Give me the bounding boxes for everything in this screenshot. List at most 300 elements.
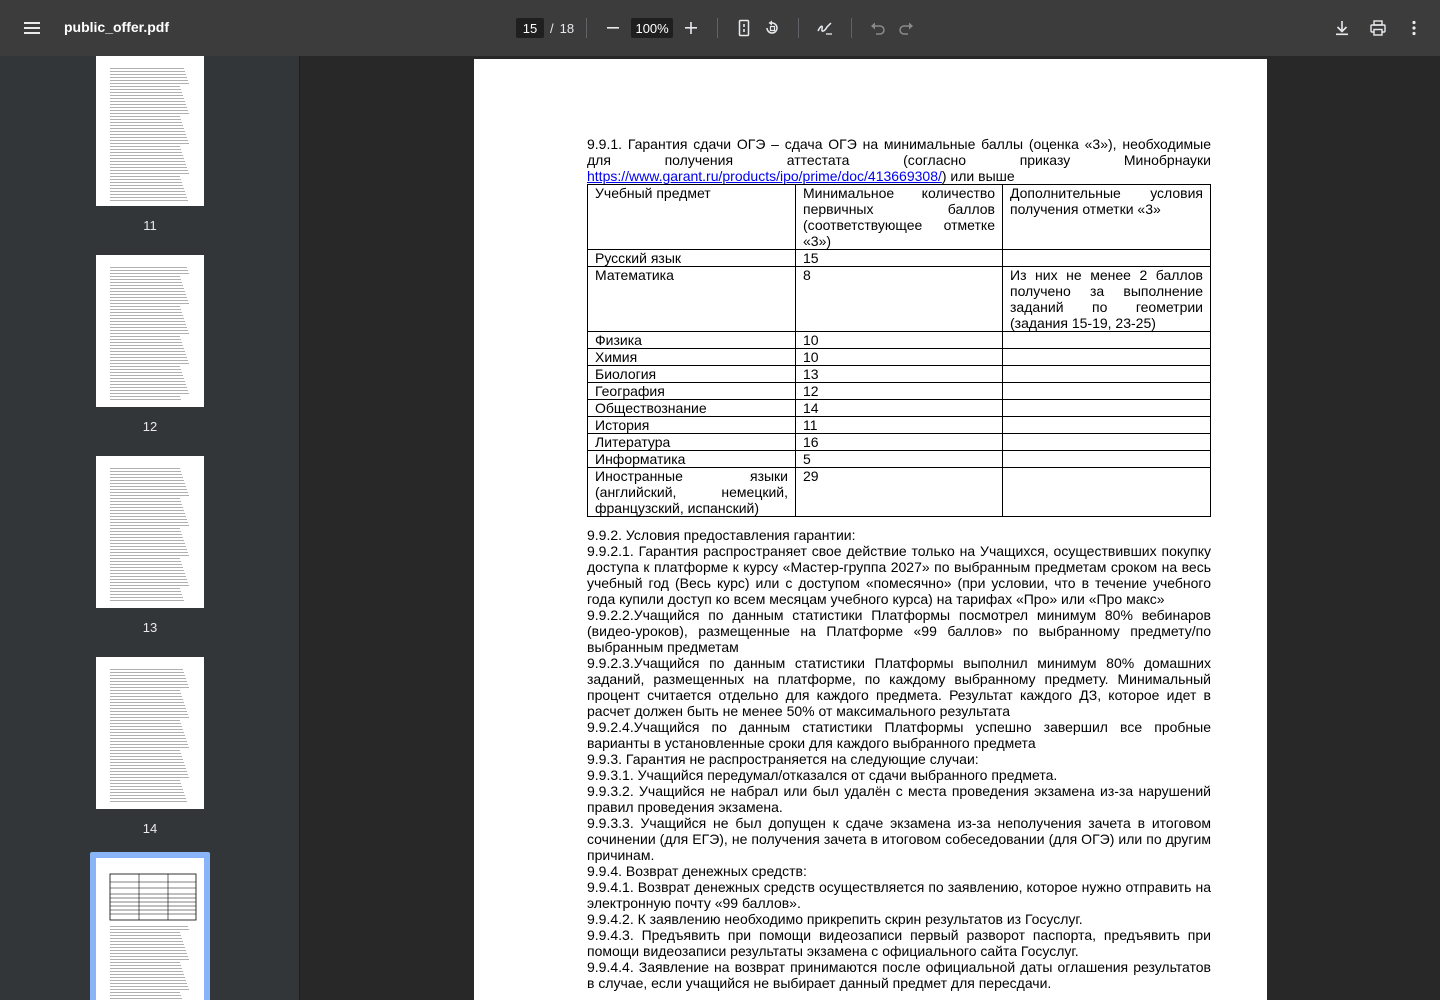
thumbnail-text-line: [110, 935, 181, 936]
thumbnail-text-line: [110, 735, 185, 736]
thumbnail-text-line: [110, 83, 189, 84]
thumbnail-text-line: [110, 792, 184, 793]
rotate-icon: [763, 19, 781, 37]
thumbnail-text-line: [110, 110, 188, 111]
garant-link[interactable]: https://www.garant.ru/products/ipo/prime/doc/413669308/: [587, 168, 942, 184]
paragraph-list: [587, 527, 1211, 991]
paragraph: 9.9.2.2.Учащийся по данным статистики Платформы посмотрел минимум 80% вебинаров (видео-уроков), размещенные на Платформе «99 баллов» по выбранному предмету/по выбранным предметам: [587, 607, 1211, 655]
thumbnail-text-line: [110, 516, 186, 517]
thumbnail-text-line: [110, 564, 182, 565]
table-cell: Русский язык: [588, 250, 796, 267]
thumbnail-page-13[interactable]: [96, 456, 204, 635]
thumbnail-text-line: [110, 348, 184, 349]
plus-icon: [682, 19, 700, 37]
table-cell: Биология: [588, 366, 796, 383]
thumbnail-text-line: [110, 143, 189, 144]
thumbnail-text-line: [110, 696, 182, 697]
thumbnail-text-line: [110, 483, 185, 484]
thumbnail-text-line: [110, 998, 182, 999]
thumbnail-text-line: [110, 185, 183, 186]
thumbnail-text-line: [110, 333, 189, 334]
thumbnail-text-line: [110, 681, 187, 682]
thumbnail-text-line: [110, 330, 188, 331]
thumbnail-text-line: [110, 194, 186, 195]
thumbnail-label: 11: [143, 218, 157, 233]
paragraph-9-9-1: [587, 136, 1211, 184]
thumbnail-text-line: [110, 747, 189, 748]
thumbnail-text-line: [110, 279, 181, 280]
paragraph: 9.9.4. Возврат денежных средств:: [587, 863, 807, 879]
thumbnail-text-line: [110, 471, 181, 472]
print-icon: [1369, 19, 1387, 37]
spacer: [587, 517, 1211, 527]
print-button[interactable]: [1364, 14, 1392, 42]
thumbnail-text-line: [110, 579, 187, 580]
table-row: [588, 250, 1211, 267]
table-cell: [1003, 332, 1211, 349]
table-row: [588, 383, 1211, 400]
thumbnail-text-line: [110, 669, 183, 670]
thumbnail-text-line: [110, 756, 182, 757]
thumbnail-text-line: [110, 977, 185, 978]
table-cell: Иностранные языки (английский, немецкий, французский, испанский): [588, 468, 796, 517]
rotate-button[interactable]: [758, 14, 786, 42]
thumbnail-text-line: [110, 771, 187, 772]
table-cell: 14: [796, 400, 1003, 417]
thumbnail-text-line: [110, 158, 184, 159]
table-header-cell: Минимальное количество первичных баллов (соответствующее отметке «3»): [796, 185, 1003, 250]
thumbnail-text-line: [110, 480, 184, 481]
thumbnail-text-line: [110, 86, 180, 87]
thumbnail-text-line: [110, 974, 184, 975]
thumbnail-text-line: [110, 188, 184, 189]
thumbnail-image: [96, 858, 204, 1000]
paragraph: 9.9.2.3.Учащийся по данным статистики Платформы выполнил минимум 80% домашних заданий, размещенных на платформе, по каждому выбранному предмету. Минимальный процент считается отдельно для каждого предмета. Результат каждого ДЗ, которое идет в расчет должен быть не менее 50% от максимального результата: [587, 655, 1211, 719]
thumbnail-text-line: [110, 303, 189, 304]
thumbnail-text-line: [110, 489, 187, 490]
table-row: [588, 451, 1211, 468]
thumbnail-text-line: [110, 741, 187, 742]
thumbnail-text-line: [110, 339, 181, 340]
thumbnail-text-line: [110, 191, 185, 192]
thumbnail-text-line: [110, 965, 181, 966]
file-title: public_offer.pdf: [64, 19, 169, 35]
thumbnail-text-line: [110, 378, 184, 379]
table-cell: История: [588, 417, 796, 434]
thumbnail-text-line: [110, 107, 187, 108]
thumbnail-text-line: [110, 780, 180, 781]
thumbnail-text-line: [110, 786, 182, 787]
annotate-icon: [816, 19, 834, 37]
thumbnail-text-line: [110, 573, 185, 574]
thumbnail-text-line: [110, 173, 189, 174]
thumbnail-text-line: [110, 750, 180, 751]
thumbnail-text-line: [110, 312, 182, 313]
thumbnail-text-line: [110, 351, 185, 352]
table-row: [588, 349, 1211, 366]
thumbnail-text-line: [110, 795, 185, 796]
thumbnail-text-line: [110, 179, 181, 180]
thumbnail-text-line: [110, 390, 188, 391]
redo-button[interactable]: [892, 14, 920, 42]
thumbnail-text-line: [110, 372, 182, 373]
thumbnail-text-line: [110, 926, 188, 927]
thumbnail-text-line: [110, 711, 187, 712]
table-cell: 13: [796, 366, 1003, 383]
thumbnail-text-line: [110, 777, 189, 778]
table-cell: 5: [796, 451, 1003, 468]
thumbnail-text-line: [110, 122, 182, 123]
thumbnail-text-line: [110, 708, 186, 709]
thumbnail-text-line: [110, 369, 181, 370]
thumbnail-text-line: [110, 732, 184, 733]
thumbnail-text-line: [110, 354, 186, 355]
thumbnail-text-line: [110, 992, 180, 993]
table-row: [588, 366, 1211, 383]
thumbnail-text-line: [110, 783, 181, 784]
thumbnail-text-line: [110, 714, 188, 715]
thumbnail-text-line: [110, 705, 185, 706]
table-cell: Математика: [588, 267, 796, 332]
table-cell: [1003, 349, 1211, 366]
annotate-button[interactable]: [811, 14, 839, 42]
thumbnail-text-line: [110, 555, 189, 556]
thumbnail-text-line: [110, 270, 188, 271]
zoom-input[interactable]: 100%: [631, 18, 673, 38]
thumbnail-text-line: [110, 495, 189, 496]
thumbnail-text-line: [110, 152, 182, 153]
table-row: [588, 417, 1211, 434]
thumbnail-text-line: [110, 92, 182, 93]
thumbnail-text-line: [110, 597, 183, 598]
thumbnail-text-line: [110, 504, 182, 505]
thumbnail-text-line: [110, 534, 182, 535]
thumbnail-text-line: [110, 726, 182, 727]
thumbnail-text-line: [110, 723, 181, 724]
paragraph: 9.9.3.3. Учащийся не был допущен к сдаче экзамена из-за неполучения зачета в итоговом сочинении (для ЕГЭ), не получения зачета в итоговом собеседовании (для ОГЭ) или по другим причинам.: [587, 815, 1211, 863]
thumbnail-text-line: [110, 968, 182, 969]
thumbnail-text-line: [110, 68, 184, 69]
more-vert-icon: [1405, 19, 1423, 37]
thumbnail-text-line: [110, 300, 188, 301]
thumbnail-text-line: [110, 273, 189, 274]
table-cell: 10: [796, 349, 1003, 366]
thumbnail-text-line: [110, 357, 187, 358]
thumbnail-text-line: [110, 570, 184, 571]
page-number-input[interactable]: 15: [516, 18, 544, 38]
thumbnail-text-line: [110, 950, 186, 951]
thumbnail-text-line: [110, 146, 180, 147]
thumbnail-text-line: [110, 717, 189, 718]
table-cell: Физика: [588, 332, 796, 349]
thumbnail-text-line: [110, 528, 180, 529]
thumbnail-text-line: [110, 285, 183, 286]
paragraph: 9.9.3.1. Учащийся передумал/отказался от сдачи выбранного предмета.: [587, 767, 1058, 783]
thumbnail-text-line: [110, 393, 189, 394]
thumbnail-text-line: [110, 678, 186, 679]
redo-icon: [897, 19, 915, 37]
thumbnail-text-line: [110, 98, 184, 99]
thumbnail-text-line: [110, 699, 183, 700]
thumbnail-text-line: [110, 561, 181, 562]
fit-page-icon: [735, 19, 753, 37]
thumbnail-text-line: [110, 585, 189, 586]
thumbnail-text-line: [110, 540, 184, 541]
thumbnail-text-line: [110, 510, 184, 511]
thumbnail-text-line: [110, 276, 180, 277]
thumbnail-text-line: [110, 363, 189, 364]
thumbnail-text-line: [110, 947, 185, 948]
paragraph: 9.9.4.4. Заявление на возврат принимаются после официальной даты оглашения результатов в случае, если учащийся не выбирает данный предмет для пересдачи.: [587, 959, 1211, 991]
thumbnail-text-line: [110, 492, 188, 493]
thumbnail-text-line: [110, 71, 185, 72]
table-row: [588, 332, 1211, 349]
thumbnail-text-line: [110, 507, 183, 508]
thumbnail-text-line: [110, 941, 183, 942]
thumbnail-text-line: [110, 149, 181, 150]
table-cell: [1003, 250, 1211, 267]
table-cell: 8: [796, 267, 1003, 332]
thumbnail-text-line: [110, 953, 187, 954]
thumbnail-text-line: [110, 291, 185, 292]
thumbnail-text-line: [110, 197, 187, 198]
thumbnail-text-line: [110, 306, 180, 307]
thumbnail-text-line: [110, 762, 184, 763]
thumbnail-text-line: [110, 161, 185, 162]
thumbnail-text-line: [110, 176, 180, 177]
table-cell: [1003, 451, 1211, 468]
table-cell: 16: [796, 434, 1003, 451]
thumbnail-text-line: [110, 765, 185, 766]
thumbnail-text-line: [110, 513, 185, 514]
table-cell: [1003, 468, 1211, 517]
thumbnail-text-line: [110, 101, 185, 102]
table-row: [588, 434, 1211, 451]
thumbnail-text-line: [110, 552, 188, 553]
minus-icon: [604, 19, 622, 37]
undo-icon: [869, 19, 887, 37]
divider: [798, 18, 799, 38]
table-cell: 15: [796, 250, 1003, 267]
menu-icon[interactable]: [16, 16, 48, 40]
thumbnail-text-line: [110, 336, 180, 337]
thumbnail-text-line: [110, 486, 186, 487]
thumbnail-text-line: [110, 155, 183, 156]
thumbnail-text-line: [110, 468, 180, 469]
paragraph: 9.9.2.4.Учащийся по данным статистики Платформы успешно завершил все пробные варианты в установленные сроки для каждого выбранного предмета: [587, 719, 1211, 751]
thumbnail-text-line: [110, 798, 186, 799]
thumbnail-text-line: [110, 324, 186, 325]
table-cell: 29: [796, 468, 1003, 517]
thumbnail-text-line: [110, 543, 185, 544]
table-cell: [1003, 400, 1211, 417]
thumbnail-text-line: [110, 501, 181, 502]
grades-table: [587, 184, 1211, 517]
thumbnail-text-line: [110, 929, 189, 930]
paragraph: 9.9.4.1. Возврат денежных средств осуществляется по заявлению, которое нужно отправить на электронную почту «99 баллов».: [587, 879, 1211, 911]
zoom-out-button[interactable]: [599, 14, 627, 42]
thumbnail-text-line: [110, 384, 186, 385]
thumbnail-page-14[interactable]: [96, 657, 204, 836]
paragraph: 9.9.2.1. Гарантия распространяет свое действие только на Учащихся, осуществивших покупку доступа к платформе к курсу «Мастер-группа 2027» по выбранным предметам сроком на весь учебный год (Весь курс) или с доступом «помесячно» (при условии, что в течение учебного года купили доступ ко всем месяцам учебного курса) на тарифах «Про» или «Про макс»: [587, 543, 1211, 607]
thumbnail-text-line: [110, 74, 186, 75]
table-cell: Из них не менее 2 баллов получено за выполнение заданий по геометрии (задания 15-19, 23-25): [1003, 267, 1211, 332]
thumbnail-text-line: [110, 801, 187, 802]
thumbnail-text-line: [110, 345, 183, 346]
thumbnail-image: [96, 255, 204, 407]
thumbnail-text-line: [110, 938, 182, 939]
thumbnail-text-line: [110, 588, 180, 589]
thumbnail-text-line: [110, 167, 187, 168]
thumbnail-text-line: [110, 164, 186, 165]
thumbnail-text-line: [110, 342, 182, 343]
thumbnail-text-line: [110, 140, 188, 141]
thumbnail-text-line: [110, 474, 182, 475]
thumbnail-sidebar: [0, 56, 300, 1000]
thumbnail-text-line: [110, 200, 188, 201]
document-viewer[interactable]: [301, 56, 1440, 1000]
thumbnail-text-line: [110, 294, 186, 295]
thumbnail-text-line: [110, 134, 186, 135]
thumbnail-label: 13: [142, 620, 158, 635]
page-separator: /: [550, 20, 554, 36]
thumbnail-text-line: [110, 387, 187, 388]
thumbnail-text-line: [110, 675, 185, 676]
divider: [851, 18, 852, 38]
thumbnail-text-line: [110, 288, 184, 289]
thumbnail-text-line: [110, 986, 188, 987]
thumbnail-text-line: [110, 932, 180, 933]
thumbnail-text-line: [110, 774, 188, 775]
thumbnail-text-line: [110, 80, 188, 81]
thumbnail-text-line: [110, 962, 180, 963]
table-cell: 12: [796, 383, 1003, 400]
download-button[interactable]: [1328, 14, 1356, 42]
thumbnail-text-line: [110, 684, 188, 685]
thumbnail-text-line: [110, 77, 187, 78]
thumbnail-page-11[interactable]: [96, 56, 204, 233]
paragraph: 9.9.3.2. Учащийся не набрал или был удалён с места проведения экзамена из-за нарушений правил проведения экзамена.: [587, 783, 1211, 815]
page-controls: [516, 14, 920, 42]
table-header-cell: Дополнительные условия получения отметки «3»: [1003, 185, 1211, 250]
toolbar-right: [1328, 14, 1428, 42]
thumbnail-text-line: [110, 729, 183, 730]
thumbnail-text-line: [110, 309, 181, 310]
thumbnail-text-line: [110, 594, 182, 595]
table-cell: [1003, 383, 1211, 400]
undo-button[interactable]: [864, 14, 892, 42]
fit-page-button[interactable]: [730, 14, 758, 42]
thumbnail-text-line: [110, 519, 187, 520]
thumbnail-text-line: [110, 690, 180, 691]
thumbnail-text-line: [110, 522, 188, 523]
divider: [717, 18, 718, 38]
thumbnail-text-line: [110, 567, 183, 568]
zoom-in-button[interactable]: [677, 14, 705, 42]
thumbnail-text-line: [110, 375, 183, 376]
table-cell: [1003, 417, 1211, 434]
thumbnail-text-line: [110, 95, 183, 96]
thumbnail-text-line: [110, 687, 189, 688]
thumbnail-page-12[interactable]: [96, 255, 204, 434]
table-cell: Химия: [588, 349, 796, 366]
paragraph: 9.9.3. Гарантия не распространяется на следующие случаи:: [587, 751, 979, 767]
thumbnail-text-line: [110, 282, 182, 283]
thumbnail-image: [96, 56, 204, 206]
thumbnail-text-line: [110, 759, 183, 760]
thumbnail-text-line: [110, 170, 188, 171]
thumbnail-text-line: [110, 971, 183, 972]
thumbnail-text-line: [110, 738, 186, 739]
thumbnail-text-line: [110, 944, 184, 945]
thumbnail-text-line: [110, 125, 183, 126]
pdf-page: [474, 59, 1267, 1000]
table-cell: 11: [796, 417, 1003, 434]
thumbnail-text-line: [110, 182, 182, 183]
thumbnail-label: 14: [142, 821, 158, 836]
thumbnail-text-line: [110, 789, 183, 790]
thumbnail-text-line: [110, 702, 184, 703]
thumbnail-text-line: [110, 366, 180, 367]
paragraph-text: 9.9.1. Гарантия сдачи ОГЭ – сдача ОГЭ на минимальные баллы (оценка «3»), необходимые для получения аттестата (согласно приказу Минобрнауки: [587, 136, 1211, 168]
thumbnail-text-line: [110, 600, 184, 601]
table-row: [588, 468, 1211, 517]
thumbnail-text-line: [110, 318, 184, 319]
thumbnail-text-line: [110, 137, 187, 138]
thumbnail-text-line: [110, 549, 187, 550]
table-header-cell: Учебный предмет: [588, 185, 796, 250]
thumbnail-text-line: [110, 959, 189, 960]
table-cell: Информатика: [588, 451, 796, 468]
more-button[interactable]: [1400, 14, 1428, 42]
thumbnail-text-line: [110, 297, 187, 298]
thumbnail-text-line: [110, 537, 183, 538]
thumbnail-text-line: [110, 128, 184, 129]
thumbnail-label: 12: [142, 419, 158, 434]
divider: [586, 18, 587, 38]
thumbnail-text-line: [110, 753, 181, 754]
paragraph: 9.9.2. Условия предоставления гарантии:: [587, 527, 856, 543]
thumbnail-image: [96, 456, 204, 608]
thumbnail-text-line: [110, 113, 189, 114]
page-total: 18: [559, 20, 575, 36]
table-row: [588, 400, 1211, 417]
paragraph: 9.9.4.2. К заявлению необходимо прикрепить скрин результатов из Госуслуг.: [587, 911, 1083, 927]
table-header-row: [588, 185, 1211, 250]
thumbnail-text-line: [110, 591, 181, 592]
download-icon: [1333, 19, 1351, 37]
table-cell: [1003, 366, 1211, 383]
thumbnail-text-line: [110, 693, 181, 694]
thumbnail-text-line: [110, 327, 187, 328]
paragraph: 9.9.4.3. Предъявить при помощи видеозаписи первый разворот паспорта, предъявить при помощи видеозаписи результаты экзамена с официального сайта Госуслуг.: [587, 927, 1211, 959]
table-cell: География: [588, 383, 796, 400]
thumbnail-text-line: [110, 995, 181, 996]
thumbnail-text-line: [110, 558, 180, 559]
thumbnail-text-line: [110, 267, 187, 268]
paragraph-text: ) или выше: [941, 168, 1015, 184]
thumbnail-text-line: [110, 525, 189, 526]
thumbnail-text-line: [110, 315, 183, 316]
thumbnail-text-line: [110, 956, 188, 957]
thumbnail-text-line: [110, 576, 186, 577]
table-cell: 10: [796, 332, 1003, 349]
thumbnail-page-15[interactable]: [96, 858, 204, 1000]
thumbnail-text-line: [110, 720, 180, 721]
thumbnail-text-line: [110, 498, 180, 499]
thumbnail-text-line: [110, 116, 180, 117]
thumbnail-text-line: [110, 321, 185, 322]
